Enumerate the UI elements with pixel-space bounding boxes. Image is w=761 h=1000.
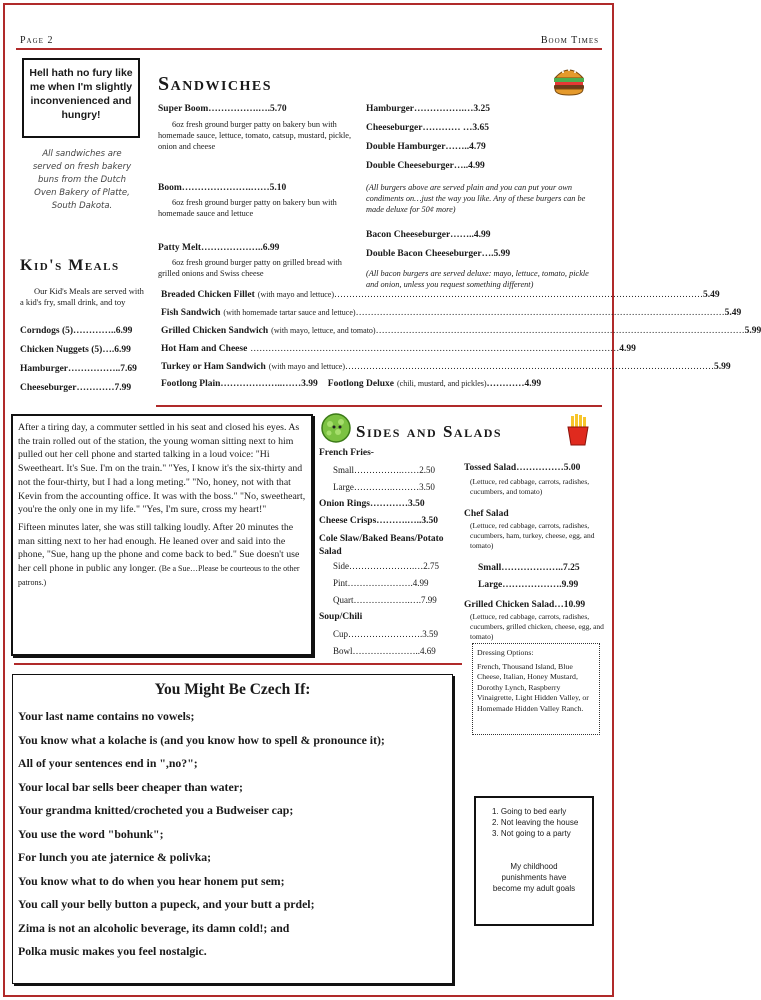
salad-item: Grilled Chicken Salad…10.99 <box>464 600 586 610</box>
czech-list <box>13 699 452 964</box>
sandwiches-title: Sandwiches <box>158 73 273 95</box>
kids-item: Hamburger……………..7.69 <box>20 364 137 374</box>
salad-desc: (Lettuce, red cabbage, carrots, radishes, cucumbers, grilled chicken, cheese, egg, and tomato) <box>470 612 604 641</box>
childhood-item: 1. Going to bed early <box>492 807 567 816</box>
side-item: Cheese Crisps……….…..3.50 <box>319 516 439 526</box>
salad-size: Small………………..7.25 <box>478 563 580 573</box>
czech-title: You Might Be Czech If: <box>154 681 311 698</box>
dressing-text: French, Thousand Island, Blue Cheese, Italian, Honey Mustard, Dorothy Lynch, Raspberry Vinaigrette, Light Hidden Valley, or Homemade Hidden Valley Ranch. <box>477 661 589 713</box>
childhood-box <box>474 796 594 926</box>
sandwich-desc: 6oz fresh ground burger patty on bakery bun with homemade sauce, lettuce, tomato, catsup, mustard, pickle, onion and cheese <box>158 120 352 151</box>
fries-icon <box>564 414 592 446</box>
footlong-row: Footlong Plain………………..……3.99 Footlong Deluxe (chili, mustard, and pickles) …………4.99 <box>161 379 542 389</box>
burger-item: Cheeseburger………… …3.65 <box>366 123 489 133</box>
czech-line: Zima is not an alcoholic beverage, its damn cold!; and <box>18 920 290 935</box>
section-rule <box>156 405 602 407</box>
side-item: Bowl…………………..4.69 <box>333 646 436 656</box>
footlong-plain: Footlong Plain………………..……3.99 <box>161 379 318 389</box>
kids-item: Corndogs (5)…………..6.99 <box>20 326 133 336</box>
sandwich-row: Fish Sandwich (with homemade tartar sauce and lettuce) …………………………………………………………………………………………………………… 5.49 <box>161 307 742 318</box>
czech-line: Your grandma knitted/crocheted you a Budweiser cap; <box>18 803 294 817</box>
childhood-item: 3. Not going to a party <box>492 829 571 838</box>
salad-desc: (Lettuce, red cabbage, carrots, radishes, cucumbers, and tomato) <box>470 477 590 496</box>
side-label: Cole Slaw/Baked Beans/Potato Salad <box>319 534 444 557</box>
salad-icon <box>320 412 352 444</box>
story-paragraph-1: After a tiring day, a commuter settled in his seat and closed his eyes. As the train rolled out of the station, the young woman sitting next to him pulled out her cell phone and started talking in a loud voice: "Hi Sweetheart. It's Sue. I'm on the train." "Yes, I know it's the six-thirty and not the four-thirty, but I had a long meting." "No, honey, not with that Kevin from the accounting office. It was with the boss." "No, sweetheart, you're the only one in my life." "Yes, I'm sure, cross my heart!" <box>18 422 306 516</box>
footlong-deluxe: Footlong Deluxe <box>327 379 394 389</box>
bacon-item: Bacon Cheeseburger……..4.99 <box>366 230 491 240</box>
sandwich-row: Hot Ham and Cheese …………………………………………………………………………………………………………… 4.99 <box>161 343 636 354</box>
kids-meals-intro: Our Kid's Meals are served with a kid's fry, small drink, and toy <box>20 286 144 307</box>
salad-item: Tossed Salad……………5.00 <box>464 463 581 473</box>
salad-size: Large……………….9.99 <box>478 580 579 590</box>
side-label: Soup/Chili <box>319 612 363 622</box>
side-label: French Fries- <box>319 448 374 458</box>
czech-line: Polka music makes you feel nostalgic. <box>18 944 207 958</box>
czech-line: You know what to do when you hear honem put sem; <box>18 873 285 888</box>
side-item: Cup…………………….3.59 <box>333 629 439 639</box>
side-item: Quart……………….….7.99 <box>333 595 437 605</box>
kids-item: Chicken Nuggets (5)….6.99 <box>20 345 131 355</box>
burger-item: Double Hamburger……..4.79 <box>366 142 486 152</box>
sandwich-full-list <box>161 289 761 397</box>
header-rule <box>16 48 602 50</box>
kids-meals-title: Kid's Meals <box>20 257 120 274</box>
section-rule <box>14 663 462 665</box>
salads-list <box>464 463 604 642</box>
sandwich-name: Super Boom…………….….5.70 <box>158 104 287 114</box>
sandwiches-left <box>158 104 356 279</box>
sandwich-name: Patty Melt………………..6.99 <box>158 243 280 253</box>
czech-line: You use the word "bohunk"; <box>18 826 164 841</box>
sandwich-row: Breaded Chicken Fillet (with mayo and lettuce) …………………………………………………………………………………………………………… 5.49 <box>161 289 720 300</box>
kids-item: Cheeseburger…………7.99 <box>20 383 132 393</box>
side-item: Side………………….…2.75 <box>333 561 440 571</box>
czech-line: All of your sentences end in ",no?"; <box>18 756 198 770</box>
childhood-caption: My childhood punishments have become my adult goals <box>492 862 576 893</box>
czech-line: Your local bar sells beer cheaper than water; <box>18 779 243 794</box>
sandwich-row: Turkey or Ham Sandwich (with mayo and lettuce) …………………………………………………………………………………………………………… 5.99 <box>161 361 731 372</box>
sides-salads-title: Sides and Salads <box>356 422 503 441</box>
sides-list <box>319 448 459 663</box>
bakery-note: All sandwiches are served on fresh bakery buns from the Dutch Oven Bakery of Platte, South Dakota. <box>32 149 132 211</box>
salad-desc: (Lettuce, red cabbage, carrots, radishes, cucumbers, ham, turkey, cheese, egg, and tomato) <box>470 521 595 550</box>
side-item: Onion Rings…………3.50 <box>319 499 425 509</box>
sandwich-desc: 6oz fresh ground burger patty on bakery bun with homemade sauce and lettuce <box>158 198 337 218</box>
page-number: Page 2 <box>20 35 54 46</box>
paper-name: Boom Times <box>540 35 599 46</box>
czech-line: For lunch you ate jaternice & polivka; <box>18 850 212 864</box>
bacon-item: Double Bacon Cheeseburger….5.99 <box>366 249 511 259</box>
dressing-title: Dressing Options: <box>477 648 534 657</box>
childhood-item: 2. Not leaving the house <box>492 818 579 827</box>
czech-line: You call your belly button a pupeck, and your butt a prdel; <box>18 897 315 911</box>
story-paragraph-2: Fifteen minutes later, she was still talking loudly. After 20 minutes the man sitting next to her had enough. He leaned over and said into the phone, "Sue, hang up the phone and come back to bed." Sue doesn't use her cell phone in public any longer. (Be a Sue…Please be courteous to the other patrons.) <box>18 521 300 587</box>
dressing-box <box>472 643 600 735</box>
burger-item: Hamburger…………….…3.25 <box>366 104 491 114</box>
czech-line: Your last name contains no vowels; <box>18 709 195 723</box>
side-item: Pint………………….4.99 <box>333 578 429 588</box>
sandwiches-right <box>366 104 600 290</box>
sandwich-desc: 6oz fresh ground burger patty on grilled bread with grilled onions and Swiss cheese <box>158 258 342 278</box>
burger-icon <box>552 64 586 96</box>
burger-item: Double Cheeseburger…..4.99 <box>366 161 485 171</box>
sandwich-row: Grilled Chicken Sandwich (with mayo, lettuce, and tomato) …………………………………………………………………………………………………………… 5.99 <box>161 325 761 336</box>
kids-meals-list <box>20 326 150 402</box>
czech-box <box>12 674 453 984</box>
salad-item: Chef Salad <box>464 509 509 519</box>
side-item: Large………….………3.50 <box>333 482 435 492</box>
bacon-note: (All bacon burgers are served deluxe: mayo, lettuce, tomato, pickle and onion, unless you request something different) <box>366 269 589 289</box>
quote-box: Hell hath no fury like me when I'm slightly inconvenienced and hungry! <box>22 58 140 138</box>
side-item: Small…………….……2.50 <box>333 465 436 475</box>
story-box <box>11 414 313 656</box>
sandwich-name: Boom………………….……5.10 <box>158 183 287 193</box>
czech-line: You know what a kolache is (and you know how to spell & pronounce it); <box>18 732 385 747</box>
burger-note: (All burgers above are served plain and you can put your own condiments on…just the way you like. Any of these burgers can be made deluxe for 50¢ more) <box>366 183 586 214</box>
